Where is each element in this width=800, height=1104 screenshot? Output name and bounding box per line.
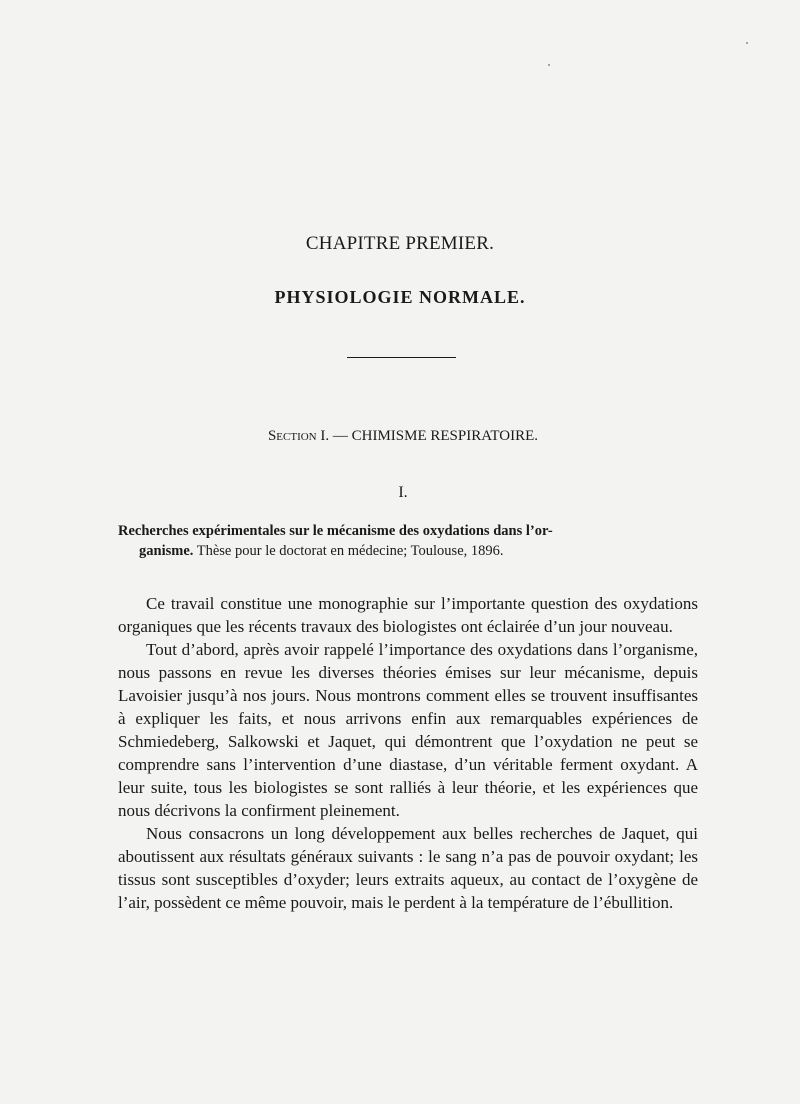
paragraph-1: Ce travail constitue une monographie sur l’importante question des oxydations organiques que les récents travaux des biologistes ont éclairée d’un jour nouveau. [118, 594, 698, 636]
section-title: CHIMISME RESPIRATOIRE. [351, 428, 539, 444]
reference-line-1 [118, 521, 698, 541]
entry-numeral: I. [398, 484, 408, 501]
reference-details: Thèse pour le doctorat en médecine; Toulouse, 1896. [196, 543, 504, 559]
body-text [118, 592, 698, 914]
reference-line-2 [118, 541, 698, 561]
paragraph-2: Tout d’abord, après avoir rappelé l’importance des oxydations dans l’organisme, nous passons en revue les diverses théories émises sur leur mécanisme, depuis Lavoisier jusqu’à nos jours. Nous montrons comment elles se trouvent insuffisantes à expliquer les faits, et nous arrivons enfin aux remarquables expériences de Schmiedeberg, Salkowski et Jaquet, qui démontrent que l’oxydation ne peut se comprendre sans l’intervention d’une diastase, d’un véritable ferment oxydant. A leur suite, tous les biologistes se sont ralliés à leur théorie, et les expériences que nous décrivons la confirment pleinement. [118, 640, 698, 820]
paragraph-3: Nous consacrons un long développement aux belles recherches de Jaquet, qui aboutissent aux résultats généraux suivants : le sang n’a pas de pouvoir oxydant; les tissus sont susceptibles d’oxyder; leurs extraits aqueux, au contact de l’oxygène de l’air, possèdent ce même pouvoir, mais le perdent à la température de l’ébullition. [118, 824, 698, 912]
bibliographic-reference [118, 521, 698, 561]
chapter-title: CHAPITRE PREMIER. [305, 233, 495, 254]
paper-speck [746, 42, 748, 44]
section-heading [0, 428, 800, 445]
part-title: PHYSIOLOGIE NORMALE. [274, 287, 526, 307]
section-dash: — [332, 428, 348, 444]
horizontal-rule [347, 357, 456, 358]
reference-title-line2: ganisme. [139, 543, 194, 559]
reference-title-line1: Recherches expérimentales sur le mécanisme des oxydations dans l’or- [118, 523, 553, 539]
section-label: Section I. [267, 428, 330, 444]
paper-speck [548, 64, 550, 66]
